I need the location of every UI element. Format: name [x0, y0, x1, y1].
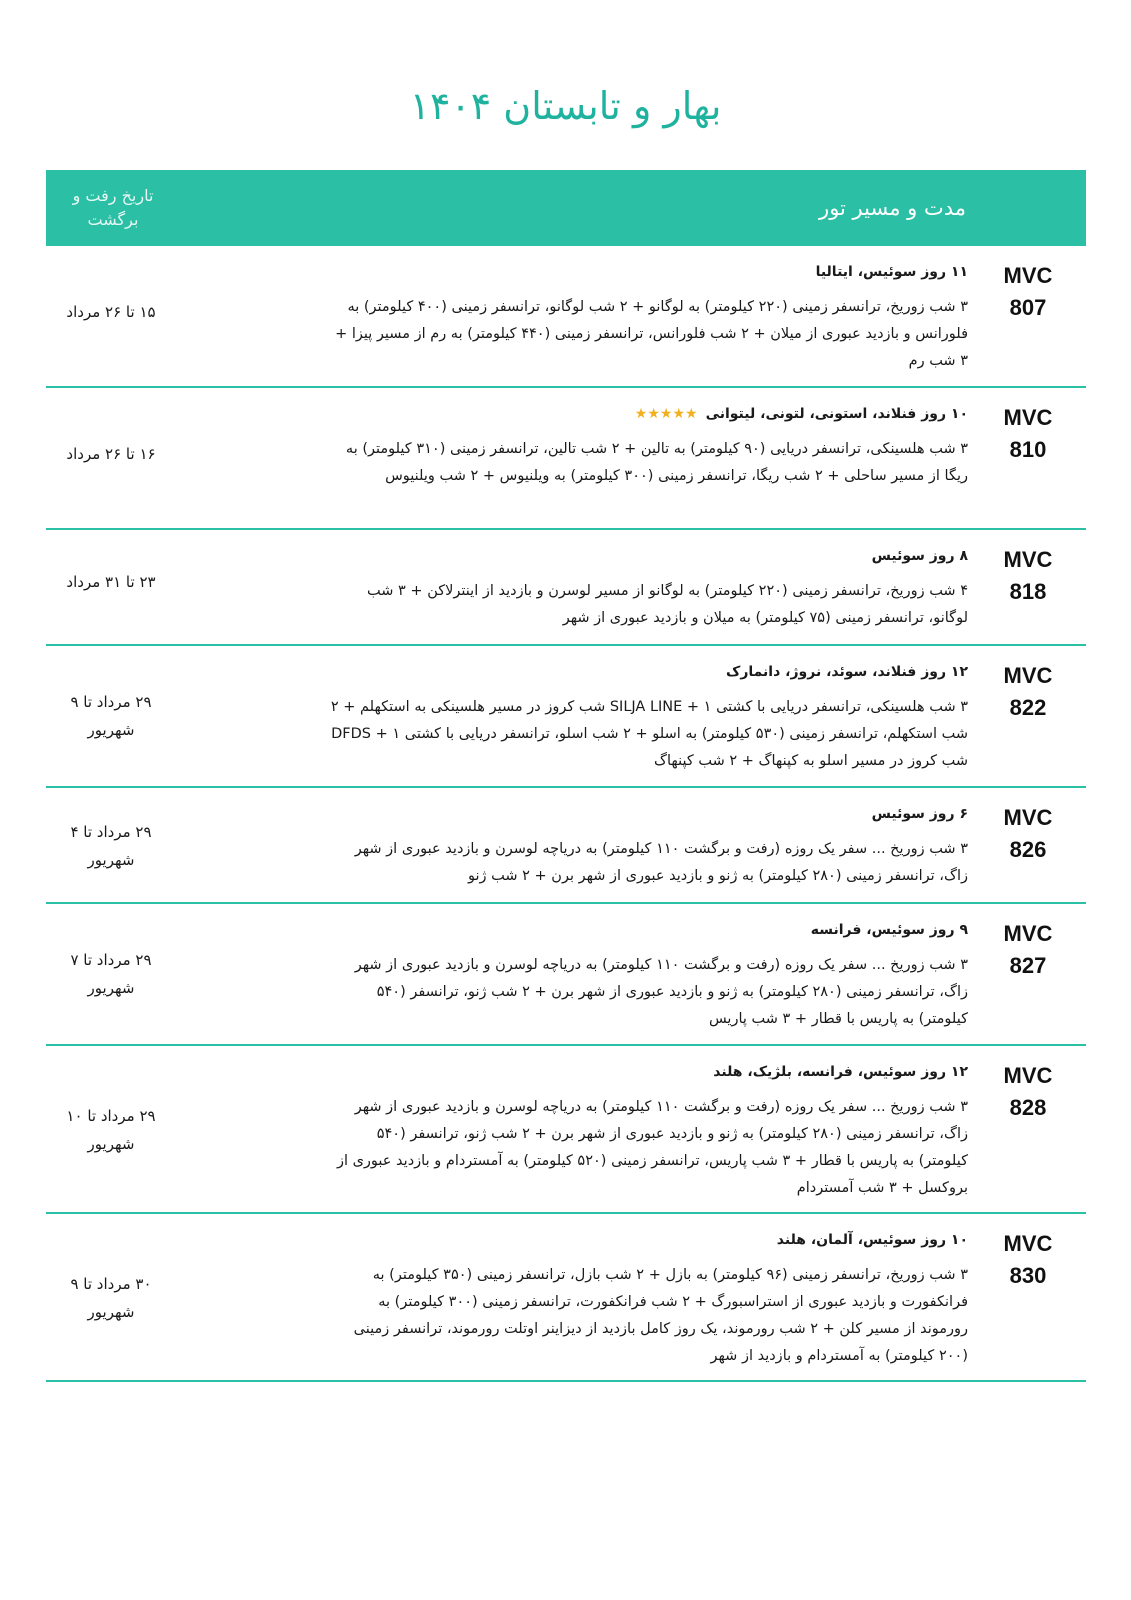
tour-code: MVC 818	[1003, 547, 1053, 604]
tour-date: ۱۵ تا ۲۶ مرداد	[66, 303, 156, 321]
tour-code: MVC 807	[1003, 263, 1053, 320]
tour-row-828	[46, 1046, 1086, 1214]
tour-code: MVC 827	[1003, 921, 1053, 978]
tour-code: MVC 826	[1003, 805, 1053, 862]
tour-content	[328, 260, 968, 375]
tour-code: MVC 830	[1003, 1231, 1053, 1288]
tour-date: ۲۹ مرداد تا ۷ شهریور	[70, 951, 152, 997]
tour-route: ۹ روز سوئیس، فرانسه	[810, 922, 968, 938]
tour-content	[328, 1228, 968, 1370]
tour-content	[328, 1060, 968, 1202]
tours-table	[46, 170, 1086, 1382]
tour-description: ۳ شب هلسینکی، ترانسفر دریایی (۹۰ کیلومتر) به تالین + ۲ شب تالین، ترانسفر زمینی (۳۱۰ کیلومتر) به ریگا از مسیر ساحلی + ۲ شب ریگا، ترانسفر زمینی (۳۰۰ کیلومتر) به ویلنیوس + ۲ شب ویلنیوس	[345, 441, 968, 484]
tour-route: ۱۰ روز فنلاند، استونی، لتونی، لیتوانی★★★★★	[634, 406, 968, 422]
tour-content	[328, 918, 968, 1033]
tour-code: MVC 810	[1003, 405, 1053, 462]
tour-description: ۳ شب زوریخ ... سفر یک روزه (رفت و برگشت ۱۱۰ کیلومتر) به دریاچه لوسرن و بازدید عبوری از شهر زاگ، ترانسفر زمینی (۲۸۰ کیلومتر) به ژنو و بازدید عبوری از شهر برن + ۲ شب ژنو	[354, 841, 968, 884]
tour-description: ۴ شب زوریخ، ترانسفر زمینی (۲۲۰ کیلومتر) به لوگانو از مسیر لوسرن و بازدید از اینترلاکن + ۳ شب لوگانو، ترانسفر زمینی (۷۵ کیلومتر) به میلان و بازدید عبوری از شهر	[367, 583, 968, 626]
tour-description: ۳ شب زوریخ ... سفر یک روزه (رفت و برگشت ۱۱۰ کیلومتر) به دریاچه لوسرن و بازدید عبوری از شهر زاگ، ترانسفر زمینی (۲۸۰ کیلومتر) به ژنو و بازدید عبوری از شهر برن + ۲ شب ژنو، ترانسفر (۵۴۰ کیلومتر) به پاریس با قطار + ۳ شب پاریس، ترانسفر زمینی (۵۲۰ کیلومتر) به آمستردام و بازدید عبوری از بروکسل + ۳ شب آمستردام	[336, 1099, 968, 1196]
tour-date: ۲۹ مرداد تا ۹ شهریور	[70, 693, 152, 739]
tour-content	[328, 802, 968, 890]
tour-description: ۳ شب زوریخ ... سفر یک روزه (رفت و برگشت ۱۱۰ کیلومتر) به دریاچه لوسرن و بازدید عبوری از شهر زاگ، ترانسفر زمینی (۲۸۰ کیلومتر) به ژنو و بازدید عبوری از شهر برن + ۲ شب ژنو، ترانسفر (۵۴۰ کیلومتر) به پاریس با قطار + ۳ شب پاریس	[354, 957, 968, 1027]
tour-route: ۱۲ روز فنلاند، سوئد، نروژ، دانمارک	[726, 664, 968, 680]
tour-date: ۲۹ مرداد تا ۴ شهریور	[70, 823, 152, 869]
tour-description: ۳ شب هلسینکی، ترانسفر دریایی با کشتی SILJA LINE + ۱ شب کروز در مسیر هلسینکی به استکهلم + ۲ شب استکهلم، ترانسفر زمینی (۵۳۰ کیلومتر) به اسلو + ۲ شب اسلو، ترانسفر دریایی با کشتی DFDS + ۱ شب کروز در مسیر اسلو به کپنهاگ + ۲ شب کپنهاگ	[330, 699, 968, 769]
tour-date: ۲۳ تا ۳۱ مرداد	[66, 573, 156, 591]
tour-row-822	[46, 646, 1086, 788]
tour-date: ۳۰ مرداد تا ۹ شهریور	[70, 1275, 152, 1321]
tour-route: ۱۱ روز سوئیس، ایتالیا	[815, 264, 968, 280]
tour-row-807	[46, 246, 1086, 388]
tour-content	[328, 660, 968, 775]
table-header	[46, 170, 1086, 246]
tour-route: ۸ روز سوئیس	[871, 548, 968, 564]
tour-content	[328, 402, 968, 490]
tour-row-827	[46, 904, 1086, 1046]
tour-row-830	[46, 1214, 1086, 1382]
page-title: بهار و تابستان ۱۴۰۴	[409, 84, 722, 128]
header-date: تاریخ رفت و برگشت	[72, 186, 154, 229]
tour-route: ۱۲ روز سوئیس، فرانسه، بلژیک، هلند	[713, 1064, 968, 1080]
tour-row-810	[46, 388, 1086, 530]
tour-code: MVC 828	[1003, 1063, 1053, 1120]
tour-content	[328, 544, 968, 632]
tour-route: ۶ روز سوئیس	[871, 806, 968, 822]
tour-row-826	[46, 788, 1086, 904]
tour-description: ۳ شب زوریخ، ترانسفر زمینی (۹۶ کیلومتر) به بازل + ۲ شب بازل، ترانسفر زمینی (۳۵۰ کیلومتر) به فرانکفورت و بازدید عبوری از استراسبورگ + ۲ شب فرانکفورت، ترانسفر زمینی (۳۰۰ کیلومتر) به رورموند از مسیر کلن + ۲ شب رورموند، یک روز کامل بازدید از دیزاینر اوتلت رورموند، ترانسفر زمینی (۲۰۰ کیلومتر) به آمستردام و بازدید از شهر	[353, 1267, 968, 1364]
tour-date: ۱۶ تا ۲۶ مرداد	[66, 445, 156, 463]
tour-route: ۱۰ روز سوئیس، آلمان، هلند	[776, 1232, 968, 1248]
tour-code: MVC 822	[1003, 663, 1053, 720]
tour-date: ۲۹ مرداد تا ۱۰ شهریور	[66, 1107, 156, 1153]
tour-row-818	[46, 530, 1086, 646]
rating-stars: ★★★★★	[634, 406, 698, 422]
tour-description: ۳ شب زوریخ، ترانسفر زمینی (۲۲۰ کیلومتر) به لوگانو + ۲ شب لوگانو، ترانسفر زمینی (۴۰۰ کیلومتر) به فلورانس و بازدید عبوری از میلان + ۲ شب فلورانس، ترانسفر زمینی (۴۴۰ کیلومتر) به رم از مسیر پیزا + ۳ شب رم	[335, 299, 968, 369]
header-route: مدت و مسیر تور	[819, 196, 966, 220]
